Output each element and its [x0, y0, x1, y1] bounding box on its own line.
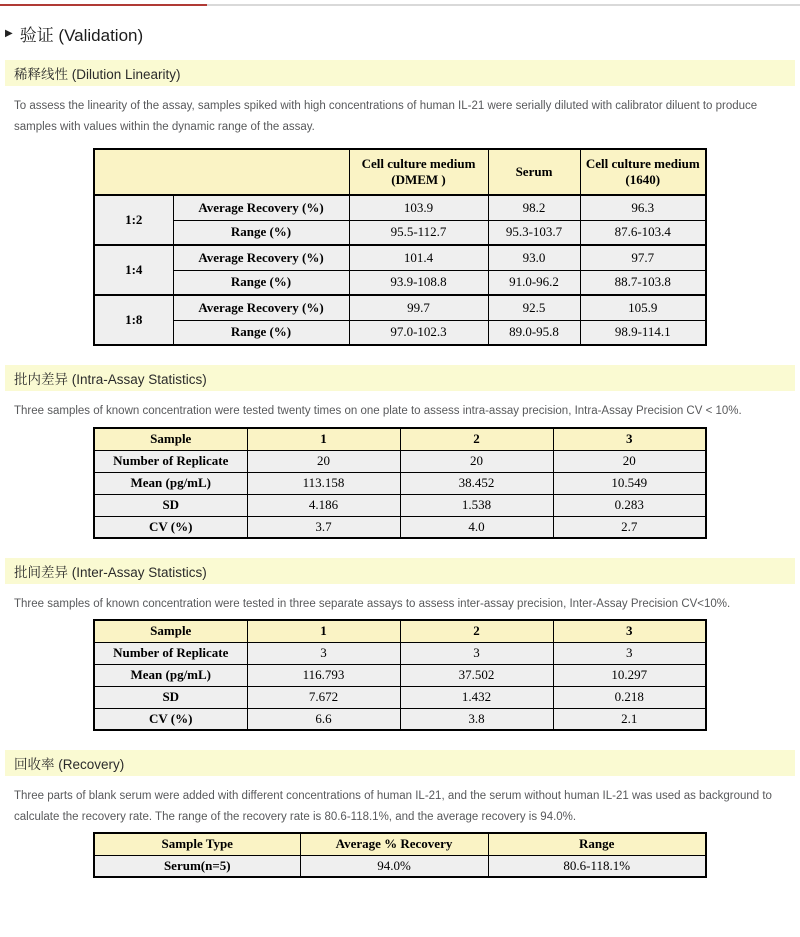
intra-assay-table	[93, 427, 707, 539]
column-header: 1	[247, 428, 400, 450]
value-cell: 99.7	[349, 295, 488, 320]
value-cell: 4.186	[247, 494, 400, 516]
table-row	[94, 450, 706, 472]
section-heading-text: 批内差异 (Intra-Assay Statistics)	[14, 372, 207, 387]
value-cell: 4.0	[400, 516, 553, 538]
value-cell: 98.2	[488, 195, 580, 220]
top-divider-rule	[0, 4, 800, 6]
table-row	[94, 516, 706, 538]
column-header: 3	[553, 428, 706, 450]
table-row	[94, 708, 706, 730]
table-row	[94, 472, 706, 494]
value-cell: 1.538	[400, 494, 553, 516]
column-header: 2	[400, 428, 553, 450]
value-cell: 91.0-96.2	[488, 270, 580, 295]
column-header: Sample	[94, 428, 247, 450]
value-cell: 3.8	[400, 708, 553, 730]
row-label-cell: Mean (pg/mL)	[94, 664, 247, 686]
table-row	[94, 320, 706, 345]
row-label-cell: Mean (pg/mL)	[94, 472, 247, 494]
metric-label-cell: Range (%)	[173, 320, 349, 345]
row-label-cell: CV (%)	[94, 516, 247, 538]
value-cell: 3.7	[247, 516, 400, 538]
value-cell: 20	[553, 450, 706, 472]
recovery-paragraph: Three parts of blank serum were added with different concentrations of human IL-21, and the serum without human IL-21 was used as background to calculate the recovery rate. The range of the recovery rate is 80.6-118.1%, and the average recovery is 94.0%.	[14, 790, 772, 823]
section-heading-text: 稀释线性 (Dilution Linearity)	[14, 67, 181, 82]
column-header: Sample	[94, 620, 247, 642]
value-cell: 0.218	[553, 686, 706, 708]
dilution-linearity-table	[93, 148, 707, 346]
value-cell: 1.432	[400, 686, 553, 708]
value-cell: 0.283	[553, 494, 706, 516]
metric-label-cell: Range (%)	[173, 270, 349, 295]
column-header: 3	[553, 620, 706, 642]
column-header: Sample Type	[94, 833, 300, 855]
table-row	[94, 220, 706, 245]
value-cell: 2.7	[553, 516, 706, 538]
value-cell: 93.9-108.8	[349, 270, 488, 295]
metric-label-cell: Range (%)	[173, 220, 349, 245]
table-row	[94, 664, 706, 686]
row-label-cell: Number of Replicate	[94, 450, 247, 472]
row-label-cell: Number of Replicate	[94, 642, 247, 664]
dilution-ratio-cell: 1:8	[94, 295, 173, 345]
table-header-row	[94, 833, 706, 855]
column-header: Serum	[488, 149, 580, 195]
value-cell: 88.7-103.8	[580, 270, 706, 295]
value-cell: 98.9-114.1	[580, 320, 706, 345]
row-label-cell: CV (%)	[94, 708, 247, 730]
table-row	[94, 642, 706, 664]
red-accent-rule	[0, 4, 207, 6]
section-header-inter-assay	[5, 558, 795, 584]
dilution-ratio-cell: 1:4	[94, 245, 173, 295]
table-row	[94, 195, 706, 220]
value-cell: 89.0-95.8	[488, 320, 580, 345]
gray-rule	[207, 4, 800, 6]
value-cell: 80.6-118.1%	[488, 855, 706, 877]
column-header: Average % Recovery	[300, 833, 488, 855]
table-row	[94, 295, 706, 320]
value-cell: 97.7	[580, 245, 706, 270]
section-header-recovery	[5, 750, 795, 776]
expand-triangle-icon: ▶	[5, 27, 13, 39]
value-cell: 2.1	[553, 708, 706, 730]
value-cell: 103.9	[349, 195, 488, 220]
value-cell: 95.5-112.7	[349, 220, 488, 245]
section-header-dilution-linearity	[5, 60, 795, 86]
section-header-intra-assay	[5, 365, 795, 391]
table-row	[94, 686, 706, 708]
value-cell: 116.793	[247, 664, 400, 686]
value-cell: 94.0%	[300, 855, 488, 877]
table-row	[94, 245, 706, 270]
column-header: Cell culture medium (1640)	[580, 149, 706, 195]
value-cell: 3	[247, 642, 400, 664]
table-header-row	[94, 620, 706, 642]
dilution-ratio-cell: 1:2	[94, 195, 173, 245]
table-row	[94, 270, 706, 295]
value-cell: 92.5	[488, 295, 580, 320]
validation-section-toggle[interactable]	[5, 21, 800, 46]
recovery-table	[93, 832, 707, 878]
table-row	[94, 494, 706, 516]
table-row	[94, 855, 706, 877]
row-label-cell: SD	[94, 686, 247, 708]
page-title: 验证 (Validation)	[19, 26, 144, 45]
value-cell: 97.0-102.3	[349, 320, 488, 345]
value-cell: 105.9	[580, 295, 706, 320]
section-heading-text: 回收率 (Recovery)	[14, 757, 125, 772]
value-cell: 87.6-103.4	[580, 220, 706, 245]
metric-label-cell: Average Recovery (%)	[173, 295, 349, 320]
dilution-linearity-paragraph: To assess the linearity of the assay, samples spiked with high concentrations of human IL-21 were serially diluted with calibrator diluent to produce samples with values within the dynamic range of the assay.	[14, 100, 758, 133]
column-header: 1	[247, 620, 400, 642]
value-cell: 113.158	[247, 472, 400, 494]
value-cell: 10.549	[553, 472, 706, 494]
row-label-cell: SD	[94, 494, 247, 516]
value-cell: 7.672	[247, 686, 400, 708]
empty-header-cell	[94, 149, 349, 195]
value-cell: 38.452	[400, 472, 553, 494]
value-cell: 3	[400, 642, 553, 664]
value-cell: 37.502	[400, 664, 553, 686]
value-cell: 96.3	[580, 195, 706, 220]
inter-assay-table	[93, 619, 707, 731]
intra-assay-paragraph: Three samples of known concentration were tested twenty times on one plate to assess intra-assay precision, Intra-Assay Precision CV < 10%.	[14, 405, 742, 417]
table-header-row	[94, 428, 706, 450]
section-heading-text: 批间差异 (Inter-Assay Statistics)	[14, 565, 207, 580]
value-cell: 6.6	[247, 708, 400, 730]
table-header-row	[94, 149, 706, 195]
value-cell: 101.4	[349, 245, 488, 270]
value-cell: 20	[400, 450, 553, 472]
value-cell: 10.297	[553, 664, 706, 686]
value-cell: 3	[553, 642, 706, 664]
column-header: Range	[488, 833, 706, 855]
value-cell: 95.3-103.7	[488, 220, 580, 245]
value-cell: 20	[247, 450, 400, 472]
column-header: 2	[400, 620, 553, 642]
value-cell: 93.0	[488, 245, 580, 270]
metric-label-cell: Average Recovery (%)	[173, 195, 349, 220]
metric-label-cell: Average Recovery (%)	[173, 245, 349, 270]
row-label-cell: Serum(n=5)	[94, 855, 300, 877]
column-header: Cell culture medium (DMEM )	[349, 149, 488, 195]
inter-assay-paragraph: Three samples of known concentration were tested in three separate assays to assess inter-assay precision, Inter-Assay Precision CV<10%.	[14, 598, 731, 610]
